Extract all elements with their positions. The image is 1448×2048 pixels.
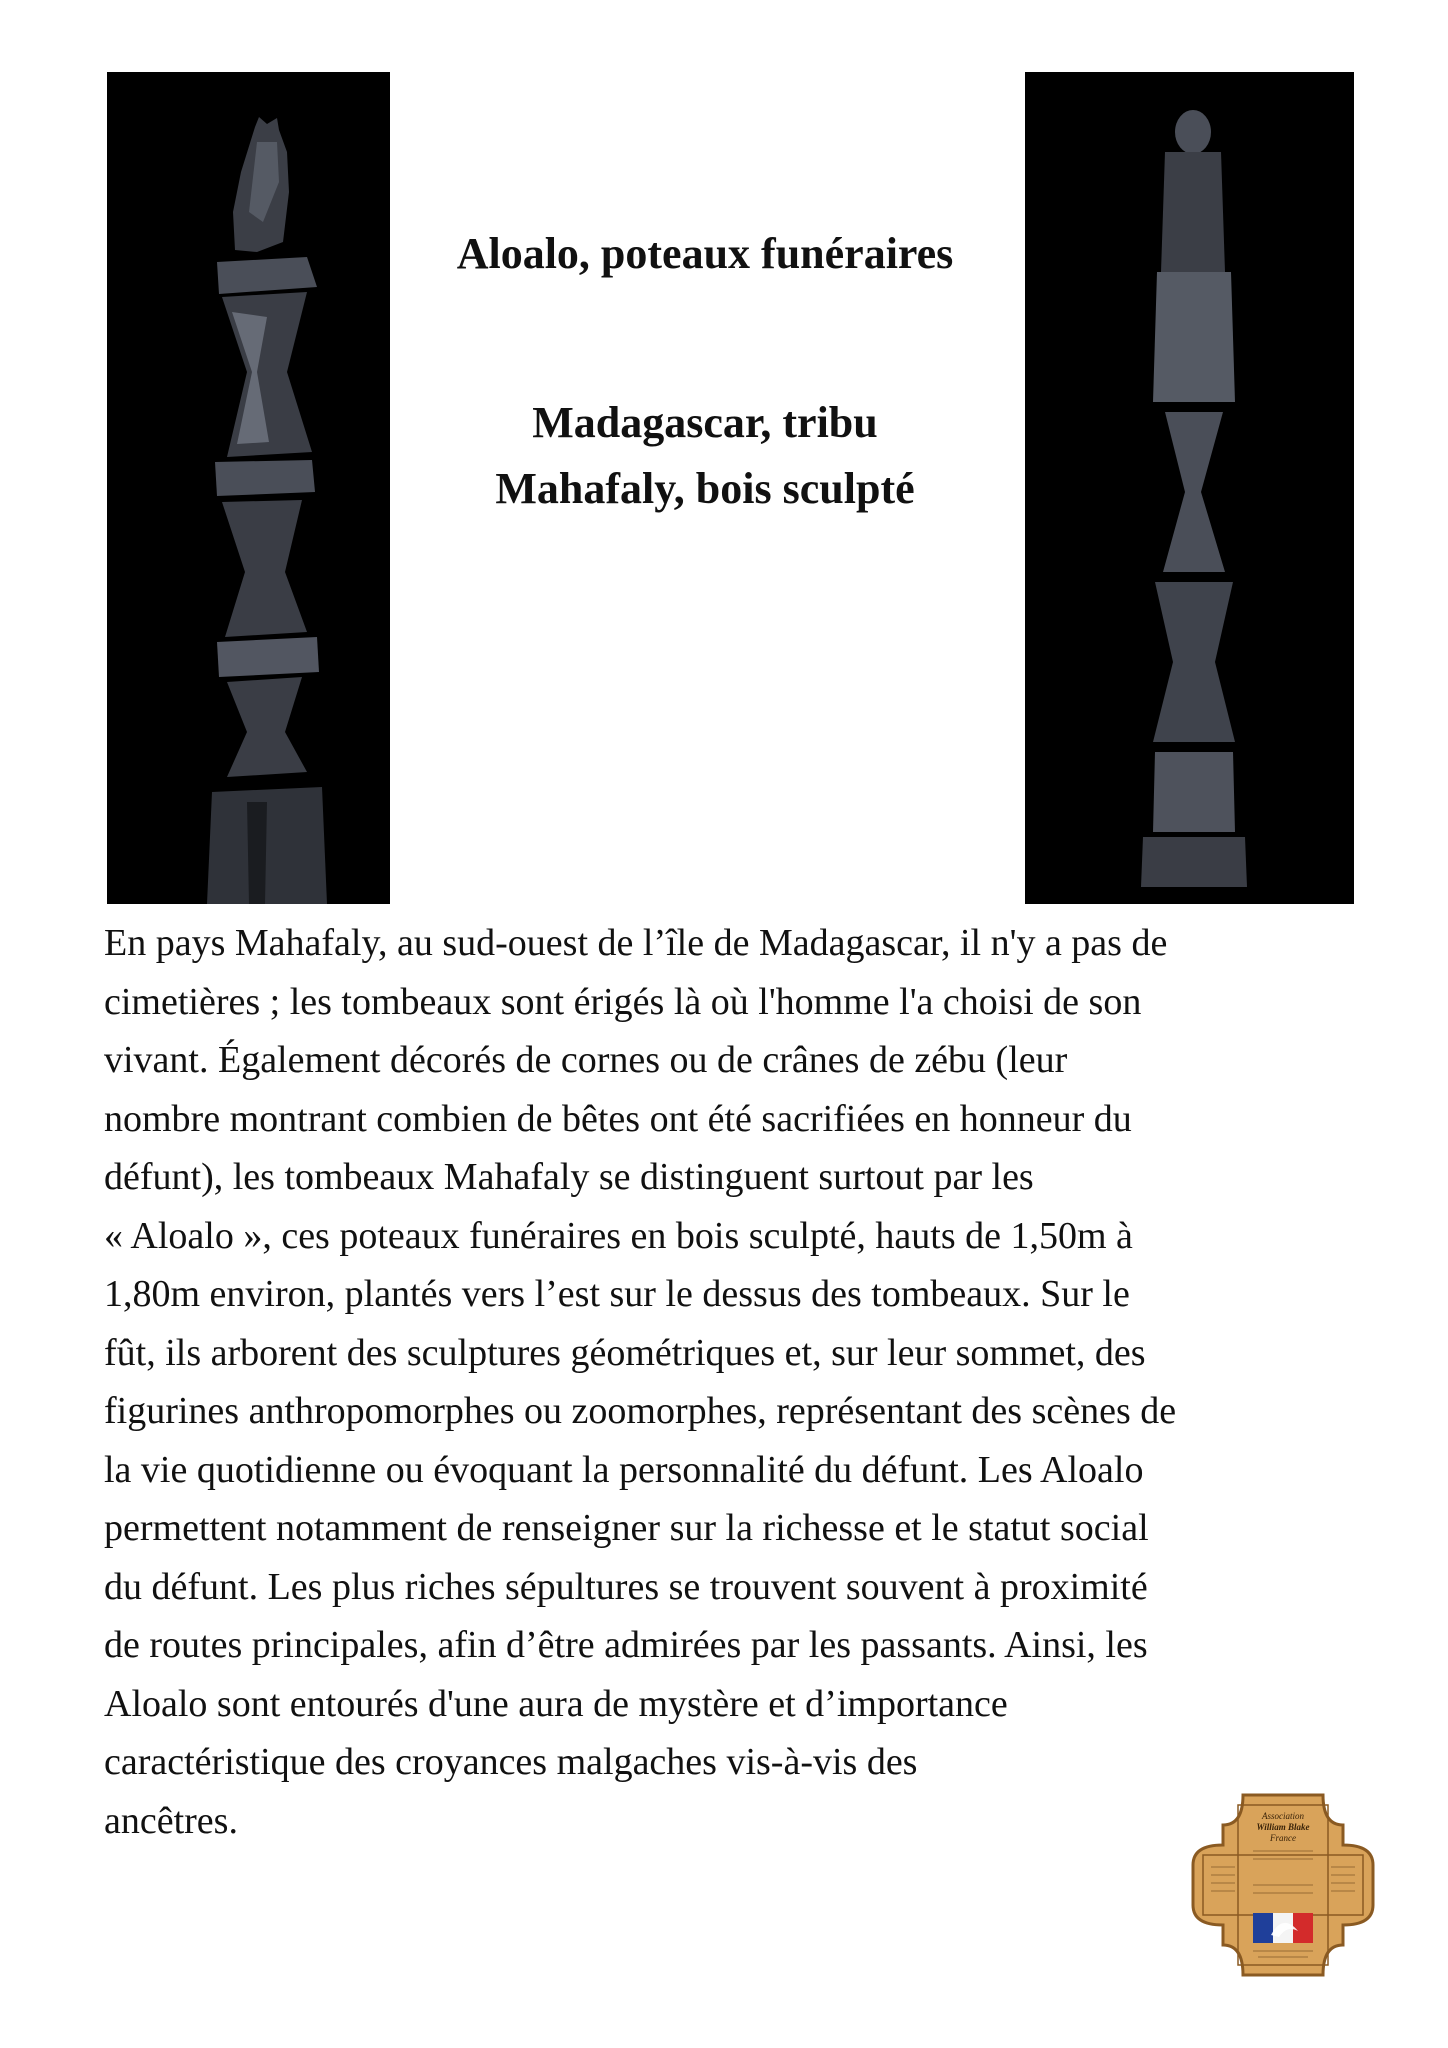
aloalo-photo-left <box>107 72 390 904</box>
body-line: permettent notamment de renseigner sur la richesse et le statut social <box>104 1507 1149 1549</box>
aloalo-carving-right-image <box>1025 72 1354 904</box>
stamp-text-line: Association <box>1262 1811 1304 1821</box>
body-line: « Aloalo », ces poteaux funéraires en bois sculpté, hauts de 1,50m à <box>104 1214 1133 1257</box>
body-line: défunt), les tombeaux Mahafaly se distinguent surtout par les <box>104 1156 1034 1198</box>
body-line: la vie quotidienne ou évoquant la personnalité du défunt. Les Aloalo <box>104 1448 1144 1491</box>
body-line: figurines anthropomorphes ou zoomorphes, représentant des scènes de <box>104 1390 1177 1432</box>
association-logo-stamp <box>1183 1785 1383 1985</box>
aloalo-carving-left-image <box>107 72 390 904</box>
association-stamp-image <box>1183 1785 1383 1985</box>
body-line: vivant. Également décorés de cornes ou de crânes de zébu (leur <box>104 1039 1068 1081</box>
body-line: nombre montrant combien de bêtes ont été sacrifiées en honneur du <box>104 1097 1132 1140</box>
body-line: cimetières ; les tombeaux sont érigés là où l'homme l'a choisi de son <box>104 980 1142 1023</box>
body-line: de routes principales, afin d’être admirées par les passants. Ainsi, les <box>104 1624 1148 1666</box>
stamp-text-line: William Blake <box>1256 1822 1310 1832</box>
subtitle-line: Mahafaly, bois sculpté <box>495 464 915 513</box>
body-line: ancêtres. <box>104 1799 238 1842</box>
body-line: En pays Mahafaly, au sud-ouest de l’île de Madagascar, il n'y a pas de <box>104 922 1168 964</box>
page-title: Aloalo, poteaux funéraires <box>456 229 954 278</box>
subtitle-line: Madagascar, tribu <box>532 398 878 447</box>
body-line: Aloalo sont entourés d'une aura de mystère et d’importance <box>104 1682 1008 1725</box>
body-line: 1,80m environ, plantés vers l’est sur le dessus des tombeaux. Sur le <box>104 1273 1130 1315</box>
body-paragraph <box>104 914 1374 1850</box>
body-line: caractéristique des croyances malgaches vis-à-vis des <box>104 1741 918 1783</box>
stamp-text-line: France <box>1270 1833 1296 1843</box>
body-line: fût, ils arborent des sculptures géométriques et, sur leur sommet, des <box>104 1331 1146 1374</box>
aloalo-photo-right <box>1025 72 1354 904</box>
page-subtitle <box>400 390 1010 522</box>
body-line: du défunt. Les plus riches sépultures se trouvent souvent à proximité <box>104 1565 1148 1608</box>
